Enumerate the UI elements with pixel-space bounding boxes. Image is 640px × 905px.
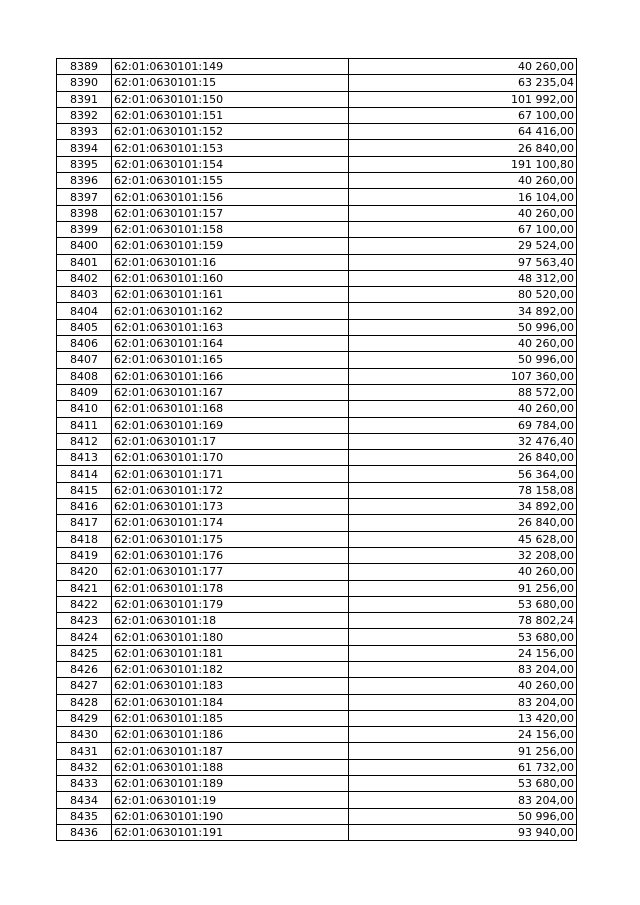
row-number-cell: 8417 bbox=[57, 515, 112, 531]
row-number-cell: 8436 bbox=[57, 824, 112, 840]
cadastral-number-cell: 62:01:0630101:179 bbox=[112, 596, 349, 612]
value-cell: 34 892,00 bbox=[349, 499, 577, 515]
table-row bbox=[57, 433, 577, 449]
row-number-cell: 8412 bbox=[57, 433, 112, 449]
value-cell: 67 100,00 bbox=[349, 221, 577, 237]
table-row bbox=[57, 59, 577, 75]
cadastral-number-cell: 62:01:0630101:170 bbox=[112, 450, 349, 466]
value-cell: 34 892,00 bbox=[349, 303, 577, 319]
table-row bbox=[57, 205, 577, 221]
value-cell: 26 840,00 bbox=[349, 515, 577, 531]
value-cell: 45 628,00 bbox=[349, 531, 577, 547]
table-row bbox=[57, 189, 577, 205]
value-cell: 67 100,00 bbox=[349, 107, 577, 123]
cadastral-number-cell: 62:01:0630101:168 bbox=[112, 401, 349, 417]
cadastral-number-cell: 62:01:0630101:149 bbox=[112, 59, 349, 75]
value-cell: 93 940,00 bbox=[349, 824, 577, 840]
cadastral-number-cell: 62:01:0630101:152 bbox=[112, 124, 349, 140]
table-row bbox=[57, 140, 577, 156]
value-cell: 88 572,00 bbox=[349, 384, 577, 400]
cadastral-number-cell: 62:01:0630101:162 bbox=[112, 303, 349, 319]
value-cell: 91 256,00 bbox=[349, 743, 577, 759]
cadastral-number-cell: 62:01:0630101:161 bbox=[112, 287, 349, 303]
value-cell: 97 563,40 bbox=[349, 254, 577, 270]
row-number-cell: 8389 bbox=[57, 59, 112, 75]
row-number-cell: 8415 bbox=[57, 482, 112, 498]
row-number-cell: 8399 bbox=[57, 221, 112, 237]
value-cell: 50 996,00 bbox=[349, 808, 577, 824]
value-cell: 40 260,00 bbox=[349, 336, 577, 352]
value-cell: 26 840,00 bbox=[349, 140, 577, 156]
row-number-cell: 8394 bbox=[57, 140, 112, 156]
table-row bbox=[57, 384, 577, 400]
table-row bbox=[57, 270, 577, 286]
table-body bbox=[57, 59, 577, 841]
cadastral-number-cell: 62:01:0630101:19 bbox=[112, 792, 349, 808]
row-number-cell: 8426 bbox=[57, 661, 112, 677]
cadastral-number-cell: 62:01:0630101:190 bbox=[112, 808, 349, 824]
cadastral-number-cell: 62:01:0630101:189 bbox=[112, 776, 349, 792]
table-row bbox=[57, 596, 577, 612]
table-row bbox=[57, 808, 577, 824]
cadastral-number-cell: 62:01:0630101:182 bbox=[112, 661, 349, 677]
value-cell: 78 802,24 bbox=[349, 613, 577, 629]
cadastral-number-cell: 62:01:0630101:163 bbox=[112, 319, 349, 335]
cadastral-number-cell: 62:01:0630101:173 bbox=[112, 499, 349, 515]
table-row bbox=[57, 792, 577, 808]
cadastral-number-cell: 62:01:0630101:174 bbox=[112, 515, 349, 531]
value-cell: 63 235,04 bbox=[349, 75, 577, 91]
cadastral-number-cell: 62:01:0630101:15 bbox=[112, 75, 349, 91]
value-cell: 56 364,00 bbox=[349, 466, 577, 482]
row-number-cell: 8390 bbox=[57, 75, 112, 91]
value-cell: 91 256,00 bbox=[349, 580, 577, 596]
value-cell: 107 360,00 bbox=[349, 368, 577, 384]
value-cell: 53 680,00 bbox=[349, 776, 577, 792]
value-cell: 29 524,00 bbox=[349, 238, 577, 254]
row-number-cell: 8392 bbox=[57, 107, 112, 123]
row-number-cell: 8423 bbox=[57, 613, 112, 629]
row-number-cell: 8401 bbox=[57, 254, 112, 270]
table-row bbox=[57, 450, 577, 466]
cadastral-number-cell: 62:01:0630101:169 bbox=[112, 417, 349, 433]
cadastral-number-cell: 62:01:0630101:191 bbox=[112, 824, 349, 840]
row-number-cell: 8430 bbox=[57, 727, 112, 743]
value-cell: 83 204,00 bbox=[349, 792, 577, 808]
cadastral-number-cell: 62:01:0630101:160 bbox=[112, 270, 349, 286]
row-number-cell: 8413 bbox=[57, 450, 112, 466]
row-number-cell: 8404 bbox=[57, 303, 112, 319]
table-row bbox=[57, 694, 577, 710]
cadastral-number-cell: 62:01:0630101:186 bbox=[112, 727, 349, 743]
row-number-cell: 8398 bbox=[57, 205, 112, 221]
cadastral-number-cell: 62:01:0630101:177 bbox=[112, 564, 349, 580]
cadastral-number-cell: 62:01:0630101:151 bbox=[112, 107, 349, 123]
cadastral-number-cell: 62:01:0630101:185 bbox=[112, 710, 349, 726]
table-row bbox=[57, 547, 577, 563]
table-row bbox=[57, 417, 577, 433]
table-row bbox=[57, 710, 577, 726]
row-number-cell: 8433 bbox=[57, 776, 112, 792]
value-cell: 191 100,80 bbox=[349, 156, 577, 172]
row-number-cell: 8428 bbox=[57, 694, 112, 710]
value-cell: 40 260,00 bbox=[349, 678, 577, 694]
row-number-cell: 8406 bbox=[57, 336, 112, 352]
value-cell: 64 416,00 bbox=[349, 124, 577, 140]
cadastral-value-table bbox=[56, 58, 577, 841]
table-row bbox=[57, 401, 577, 417]
cadastral-number-cell: 62:01:0630101:155 bbox=[112, 173, 349, 189]
row-number-cell: 8421 bbox=[57, 580, 112, 596]
value-cell: 32 476,40 bbox=[349, 433, 577, 449]
table-row bbox=[57, 254, 577, 270]
row-number-cell: 8419 bbox=[57, 547, 112, 563]
table-row bbox=[57, 629, 577, 645]
document-page bbox=[56, 58, 577, 841]
cadastral-number-cell: 62:01:0630101:183 bbox=[112, 678, 349, 694]
value-cell: 40 260,00 bbox=[349, 59, 577, 75]
row-number-cell: 8434 bbox=[57, 792, 112, 808]
row-number-cell: 8424 bbox=[57, 629, 112, 645]
row-number-cell: 8425 bbox=[57, 645, 112, 661]
table-row bbox=[57, 564, 577, 580]
table-row bbox=[57, 336, 577, 352]
cadastral-number-cell: 62:01:0630101:157 bbox=[112, 205, 349, 221]
row-number-cell: 8402 bbox=[57, 270, 112, 286]
cadastral-number-cell: 62:01:0630101:153 bbox=[112, 140, 349, 156]
cadastral-number-cell: 62:01:0630101:176 bbox=[112, 547, 349, 563]
cadastral-number-cell: 62:01:0630101:188 bbox=[112, 759, 349, 775]
value-cell: 80 520,00 bbox=[349, 287, 577, 303]
cadastral-number-cell: 62:01:0630101:158 bbox=[112, 221, 349, 237]
row-number-cell: 8422 bbox=[57, 596, 112, 612]
cadastral-number-cell: 62:01:0630101:165 bbox=[112, 352, 349, 368]
row-number-cell: 8410 bbox=[57, 401, 112, 417]
row-number-cell: 8403 bbox=[57, 287, 112, 303]
cadastral-number-cell: 62:01:0630101:181 bbox=[112, 645, 349, 661]
value-cell: 83 204,00 bbox=[349, 694, 577, 710]
row-number-cell: 8418 bbox=[57, 531, 112, 547]
table-row bbox=[57, 303, 577, 319]
cadastral-number-cell: 62:01:0630101:184 bbox=[112, 694, 349, 710]
row-number-cell: 8405 bbox=[57, 319, 112, 335]
table-row bbox=[57, 124, 577, 140]
row-number-cell: 8435 bbox=[57, 808, 112, 824]
value-cell: 26 840,00 bbox=[349, 450, 577, 466]
cadastral-number-cell: 62:01:0630101:178 bbox=[112, 580, 349, 596]
value-cell: 24 156,00 bbox=[349, 727, 577, 743]
table-row bbox=[57, 645, 577, 661]
value-cell: 101 992,00 bbox=[349, 91, 577, 107]
row-number-cell: 8411 bbox=[57, 417, 112, 433]
cadastral-number-cell: 62:01:0630101:159 bbox=[112, 238, 349, 254]
value-cell: 40 260,00 bbox=[349, 173, 577, 189]
value-cell: 50 996,00 bbox=[349, 319, 577, 335]
value-cell: 16 104,00 bbox=[349, 189, 577, 205]
row-number-cell: 8427 bbox=[57, 678, 112, 694]
row-number-cell: 8395 bbox=[57, 156, 112, 172]
table-row bbox=[57, 319, 577, 335]
table-row bbox=[57, 515, 577, 531]
row-number-cell: 8416 bbox=[57, 499, 112, 515]
table-row bbox=[57, 287, 577, 303]
table-row bbox=[57, 156, 577, 172]
row-number-cell: 8432 bbox=[57, 759, 112, 775]
value-cell: 40 260,00 bbox=[349, 205, 577, 221]
value-cell: 53 680,00 bbox=[349, 596, 577, 612]
cadastral-number-cell: 62:01:0630101:164 bbox=[112, 336, 349, 352]
table-row bbox=[57, 499, 577, 515]
table-row bbox=[57, 107, 577, 123]
cadastral-number-cell: 62:01:0630101:16 bbox=[112, 254, 349, 270]
row-number-cell: 8407 bbox=[57, 352, 112, 368]
table-row bbox=[57, 75, 577, 91]
table-row bbox=[57, 482, 577, 498]
table-row bbox=[57, 613, 577, 629]
cadastral-number-cell: 62:01:0630101:156 bbox=[112, 189, 349, 205]
row-number-cell: 8396 bbox=[57, 173, 112, 189]
value-cell: 61 732,00 bbox=[349, 759, 577, 775]
value-cell: 24 156,00 bbox=[349, 645, 577, 661]
row-number-cell: 8391 bbox=[57, 91, 112, 107]
cadastral-number-cell: 62:01:0630101:18 bbox=[112, 613, 349, 629]
table-row bbox=[57, 678, 577, 694]
row-number-cell: 8429 bbox=[57, 710, 112, 726]
value-cell: 13 420,00 bbox=[349, 710, 577, 726]
table-row bbox=[57, 580, 577, 596]
row-number-cell: 8408 bbox=[57, 368, 112, 384]
table-row bbox=[57, 743, 577, 759]
table-row bbox=[57, 531, 577, 547]
table-row bbox=[57, 238, 577, 254]
table-row bbox=[57, 91, 577, 107]
row-number-cell: 8420 bbox=[57, 564, 112, 580]
row-number-cell: 8431 bbox=[57, 743, 112, 759]
table-row bbox=[57, 776, 577, 792]
value-cell: 48 312,00 bbox=[349, 270, 577, 286]
cadastral-number-cell: 62:01:0630101:167 bbox=[112, 384, 349, 400]
row-number-cell: 8397 bbox=[57, 189, 112, 205]
row-number-cell: 8393 bbox=[57, 124, 112, 140]
value-cell: 40 260,00 bbox=[349, 401, 577, 417]
table-row bbox=[57, 221, 577, 237]
cadastral-number-cell: 62:01:0630101:17 bbox=[112, 433, 349, 449]
table-row bbox=[57, 759, 577, 775]
cadastral-number-cell: 62:01:0630101:154 bbox=[112, 156, 349, 172]
value-cell: 78 158,08 bbox=[349, 482, 577, 498]
table-row bbox=[57, 466, 577, 482]
value-cell: 53 680,00 bbox=[349, 629, 577, 645]
value-cell: 50 996,00 bbox=[349, 352, 577, 368]
value-cell: 32 208,00 bbox=[349, 547, 577, 563]
table-row bbox=[57, 824, 577, 840]
cadastral-number-cell: 62:01:0630101:175 bbox=[112, 531, 349, 547]
cadastral-number-cell: 62:01:0630101:171 bbox=[112, 466, 349, 482]
cadastral-number-cell: 62:01:0630101:180 bbox=[112, 629, 349, 645]
cadastral-number-cell: 62:01:0630101:166 bbox=[112, 368, 349, 384]
row-number-cell: 8400 bbox=[57, 238, 112, 254]
cadastral-number-cell: 62:01:0630101:150 bbox=[112, 91, 349, 107]
value-cell: 69 784,00 bbox=[349, 417, 577, 433]
table-row bbox=[57, 368, 577, 384]
cadastral-number-cell: 62:01:0630101:187 bbox=[112, 743, 349, 759]
row-number-cell: 8409 bbox=[57, 384, 112, 400]
table-row bbox=[57, 173, 577, 189]
table-row bbox=[57, 727, 577, 743]
cadastral-number-cell: 62:01:0630101:172 bbox=[112, 482, 349, 498]
row-number-cell: 8414 bbox=[57, 466, 112, 482]
table-row bbox=[57, 352, 577, 368]
value-cell: 83 204,00 bbox=[349, 661, 577, 677]
value-cell: 40 260,00 bbox=[349, 564, 577, 580]
table-row bbox=[57, 661, 577, 677]
